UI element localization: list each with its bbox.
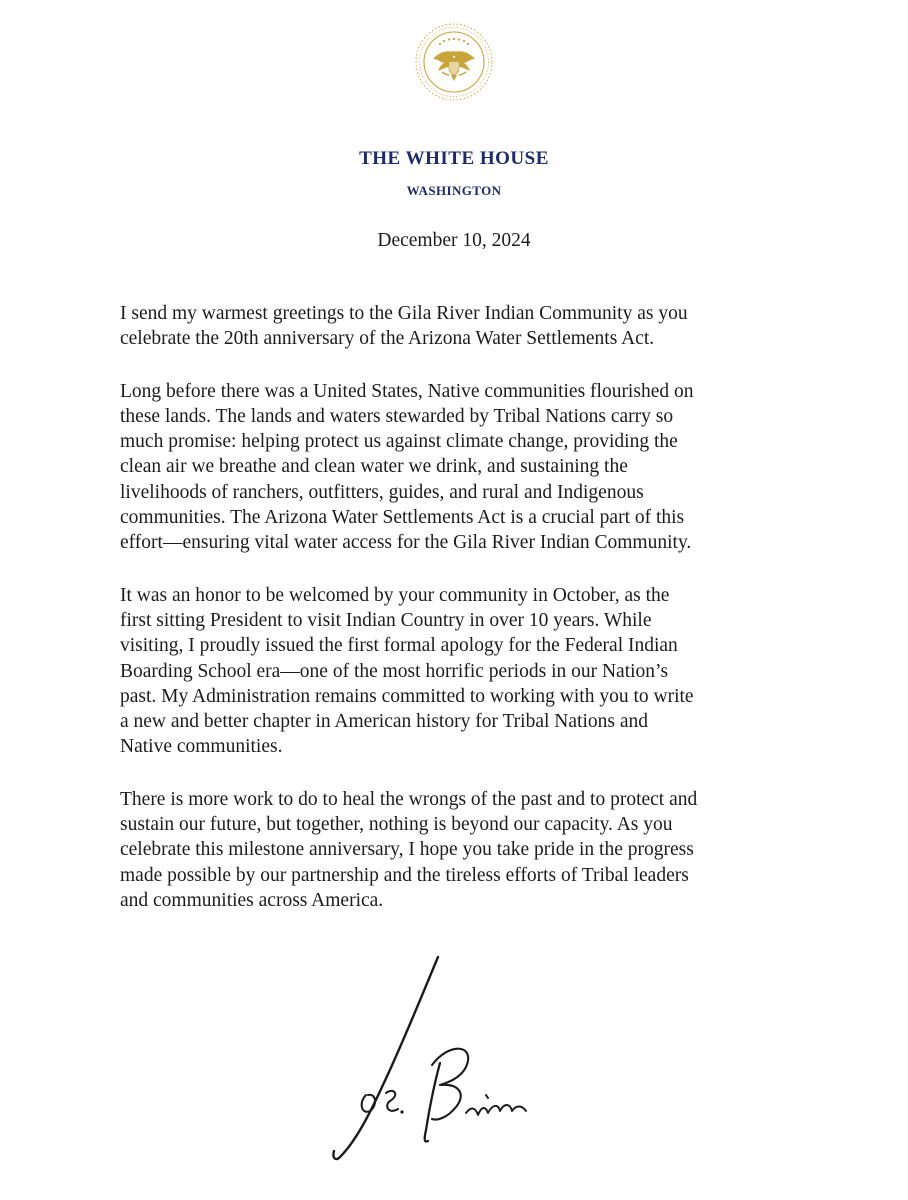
- body-line: a new and better chapter in American history for Tribal Nations and: [120, 711, 648, 733]
- body-line: clean air we breathe and clean water we drink, and sustaining the: [120, 456, 628, 478]
- body-line: sustain our future, but together, nothing is beyond our capacity. As you: [120, 814, 673, 836]
- body-line: There is more work to do to heal the wrongs of the past and to protect and: [120, 788, 698, 810]
- body-line: Long before there was a United States, Native communities flourished on: [120, 380, 694, 402]
- body-line: communities. The Arizona Water Settlements Act is a crucial part of this: [120, 507, 685, 529]
- body-line: I send my warmest greetings to the Gila River Indian Community as you: [120, 303, 688, 324]
- body-line: livelihoods of ranchers, outfitters, guides, and rural and Indigenous: [120, 481, 644, 503]
- body-line: past. My Administration remains committed to working with you to write: [120, 685, 694, 707]
- body-line: and communities across America.: [120, 889, 384, 911]
- paragraph-3: [120, 583, 810, 760]
- body-line: first sitting President to visit Indian Country in over 10 years. While: [120, 609, 652, 631]
- body-line: Boarding School era—one of the most horrific periods in our Nation’s: [120, 660, 669, 682]
- paragraph-1: [120, 301, 810, 352]
- paragraph-4: [120, 787, 810, 913]
- paragraph-2: [120, 379, 810, 556]
- handwritten-signature-icon: [290, 945, 570, 1170]
- body-line: much promise: helping protect us against climate change, providing the: [120, 431, 678, 453]
- body-line: Native communities.: [120, 736, 283, 758]
- body-line: made possible by our partnership and the tireless efforts of Tribal leaders: [120, 864, 689, 886]
- letterhead-title: THE WHITE HOUSE: [359, 148, 549, 169]
- body-line: effort—ensuring vital water access for the Gila River Indian Community.: [120, 532, 692, 554]
- body-line: these lands. The lands and waters stewarded by Tribal Nations carry so: [120, 405, 674, 427]
- body-line: celebrate the 20th anniversary of the Arizona Water Settlements Act.: [120, 328, 655, 350]
- letter-date: December 10, 2024: [377, 230, 531, 251]
- presidential-seal-icon: [414, 22, 494, 102]
- body-line: It was an honor to be welcomed by your community in October, as the: [120, 584, 670, 606]
- letterhead-city: WASHINGTON: [406, 183, 502, 198]
- body-line: celebrate this milestone anniversary, I hope you take pride in the progress: [120, 839, 694, 861]
- letter-body: [120, 301, 810, 940]
- body-line: visiting, I proudly issued the first formal apology for the Federal Indian: [120, 635, 678, 657]
